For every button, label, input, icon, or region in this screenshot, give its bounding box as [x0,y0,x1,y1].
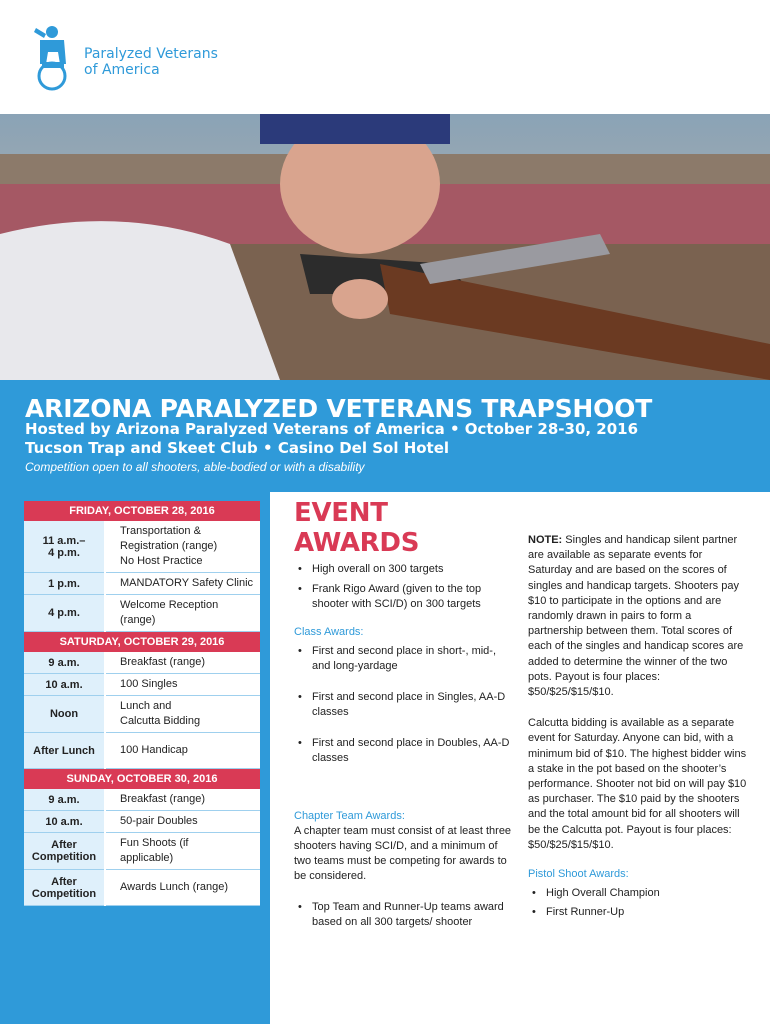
schedule-activity: MANDATORY Safety Clinic [105,573,260,595]
logo-line2: of America [84,62,160,78]
list-item: • High overall on 300 targets [294,562,514,577]
logo-text [84,46,218,78]
table-row [24,652,260,674]
schedule-table [24,501,260,906]
friday-header: FRIDAY, OCTOBER 28, 2016 [24,501,260,521]
schedule-activity: 100 Handicap [105,733,260,769]
pistol-awards-heading: Pistol Shoot Awards: [528,868,629,881]
schedule-activity: Lunch and Calcutta Bidding [105,696,260,733]
table-row [24,674,260,696]
table-row [24,833,260,870]
table-row [24,870,260,906]
schedule-activity: 50-pair Doubles [105,811,260,833]
schedule-time: 10 a.m. [24,811,105,833]
schedule-activity: Breakfast (range) [105,789,260,811]
schedule-time: 1 p.m. [24,573,105,595]
schedule-time: After Lunch [24,733,105,769]
chapter-awards-heading: Chapter Team Awards: [294,810,405,822]
schedule-time: 4 p.m. [24,595,105,632]
list-item: • First and second place in short-, mid-, and long-yardage [294,644,514,674]
chapter-awards-text: A chapter team must consist of at least three shooters having SCI/D, and a minimum of two teams must be competing for awards to be considered. [294,825,512,882]
eligibility-line: Competition open to all shooters, able-bodied or with a disability [25,460,365,474]
schedule-activity: Transportation & Registration (range) No Host Practice [105,521,260,573]
note-paragraph-1 [528,533,748,700]
table-row [24,595,260,632]
table-row [24,521,260,573]
note-p1: Singles and handicap silent partner are available as separate events for Saturday and are based on the scores of singles and handicap targets. Shooters pay $10 to participate in the options and are randomly drawn in pairs to form a partnership between them. Total scores of each of the singles and handicap scores are added to determine the winner of the two pots. Payout is four places: $50/$25/$15/$10. [528,534,744,699]
schedule-time: 10 a.m. [24,674,105,696]
hero-photo [0,114,770,380]
title-banner [0,380,770,492]
event-title: ARIZONA PARALYZED VETERANS TRAPSHOOT [25,394,653,423]
table-row [24,696,260,733]
list-item: • Top Team and Runner-Up teams award based on all 300 targets/ shooter [294,900,514,930]
note-label: NOTE: [528,534,563,546]
note-paragraph-2: Calcutta bidding is available as a separate event for Saturday. Anyone can bid, with a minimum bid of $10. The highest bidder wins a stake in the pot based on the shooter’s performance. Shooter not bid on will pay $10 as purchaser. The $10 paid by the shooters and the total amount bid for all shooters will be the Calcutta pot. Payout is four places: $50/$25/$15/$10. [528,717,747,851]
awards-title: EVENT AWARDS [294,498,420,558]
class-awards-heading: Class Awards: [294,626,364,638]
schedule-activity: 100 Singles [105,674,260,696]
event-awards [294,498,514,930]
saturday-header: SATURDAY, OCTOBER 29, 2016 [24,632,260,653]
schedule-time: Noon [24,696,105,733]
table-row [24,811,260,833]
logo-line1: Paralyzed Veterans [84,46,218,62]
list-item: • First Runner-Up [528,905,748,920]
schedule-time: 11 a.m.– 4 p.m. [24,521,105,573]
list-item: • High Overall Champion [528,886,748,901]
table-row [24,789,260,811]
schedule-time: After Competition [24,833,105,870]
table-row [24,733,260,769]
list-item: • First and second place in Doubles, AA-D classes [294,736,514,766]
list-item: • First and second place in Singles, AA-D classes [294,690,514,720]
pva-logo [30,24,230,92]
venue-line: Tucson Trap and Skeet Club • Casino Del Sol Hotel [25,439,450,457]
schedule-time: After Competition [24,870,105,906]
schedule-time: 9 a.m. [24,652,105,674]
schedule-activity: Fun Shoots (if applicable) [105,833,260,870]
schedule-activity: Awards Lunch (range) [105,870,260,906]
table-row [24,573,260,595]
list-item: • Frank Rigo Award (given to the top shooter with SCI/D) on 300 targets [294,582,514,612]
sunday-header: SUNDAY, OCTOBER 30, 2016 [24,769,260,790]
schedule-time: 9 a.m. [24,789,105,811]
schedule-activity: Welcome Reception (range) [105,595,260,632]
schedule-activity: Breakfast (range) [105,652,260,674]
veteran-salute-icon [30,24,80,92]
host-line: Hosted by Arizona Paralyzed Veterans of America • October 28-30, 2016 [25,420,639,438]
note-column [528,533,748,920]
